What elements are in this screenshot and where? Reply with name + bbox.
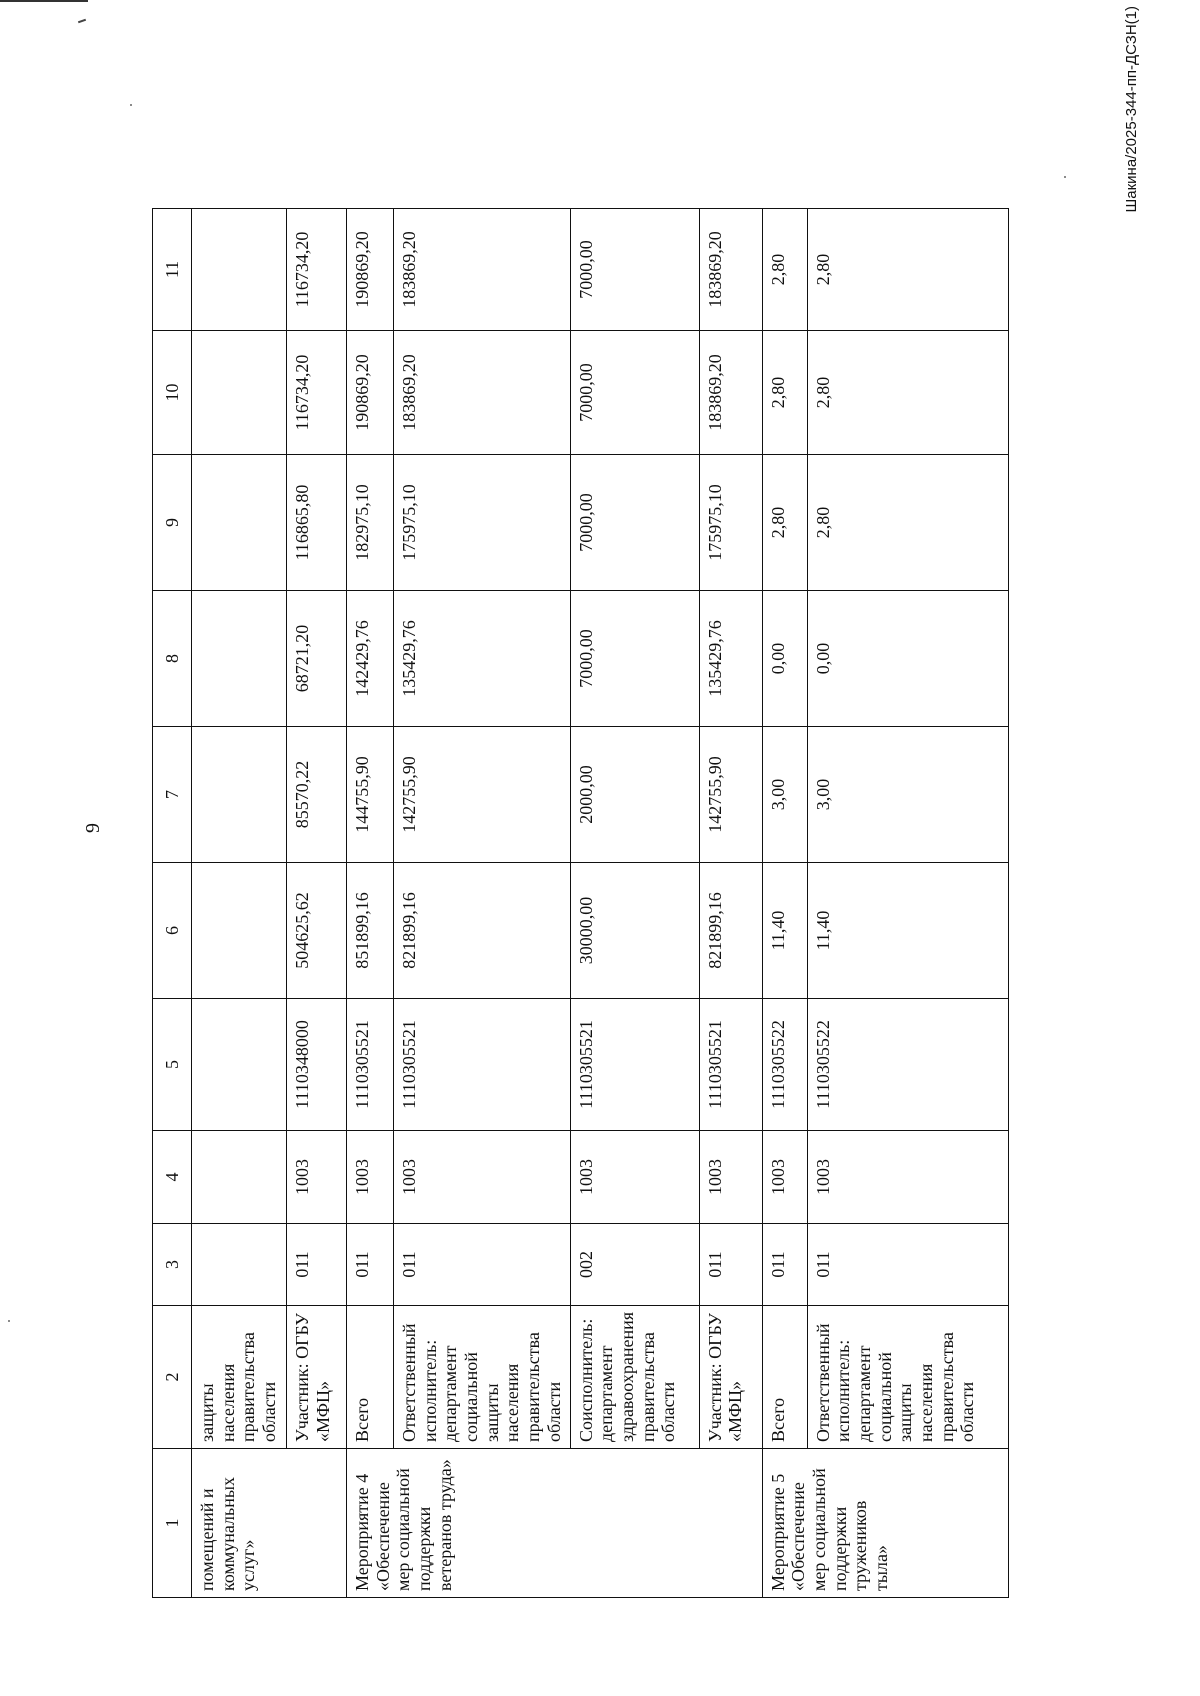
column-header: 10 [153,330,192,454]
executor-cell: Участник: ОГБУ «МФЦ» [699,1305,762,1448]
table-row [807,208,1008,1597]
column-header: 11 [153,208,192,330]
table-cell [192,590,287,726]
table-cell: 011 [699,1223,762,1305]
table-cell: 0,00 [807,590,1008,726]
table-cell: 011 [287,1223,347,1305]
table-cell: 7000,00 [570,208,699,330]
table-cell: 2,80 [762,208,807,330]
table-cell: 7000,00 [570,590,699,726]
column-header: 4 [153,1130,192,1223]
table-cell: 116734,20 [287,208,347,330]
table-cell: 1110305521 [394,998,571,1130]
table-row [347,208,394,1597]
table-cell [192,1223,287,1305]
column-header: 1 [153,1449,192,1598]
table-cell [192,998,287,1130]
table-cell: 011 [394,1223,571,1305]
table-cell [192,726,287,862]
table-row [192,208,287,1597]
table-cell: 2,80 [807,330,1008,454]
table-cell: 002 [570,1223,699,1305]
table-cell: 3,00 [807,726,1008,862]
table-cell: 1110348000 [287,998,347,1130]
table-cell: 135429,76 [699,590,762,726]
table-cell: 68721,20 [287,590,347,726]
table-cell: 7000,00 [570,454,699,590]
table-cell: 11,40 [807,862,1008,998]
column-header: 3 [153,1223,192,1305]
table-cell: 183869,20 [699,330,762,454]
executor-cell: Всего [762,1305,807,1448]
table-cell: 2,80 [762,454,807,590]
column-header: 2 [153,1305,192,1448]
table-cell: 183869,20 [699,208,762,330]
table-cell: 142755,90 [699,726,762,862]
executor-cell: Участник: ОГБУ «МФЦ» [287,1305,347,1448]
document-code: Шакина/2025-344-пп-ДСЗН(1) [1123,6,1140,213]
table-cell: 1110305521 [570,998,699,1130]
table-cell: 183869,20 [394,330,571,454]
column-header: 7 [153,726,192,862]
measure-name-cell: Мероприятие 4 «Обеспечение мер социальной поддержки ветеранов труда» [347,1449,763,1598]
table-cell: 30000,00 [570,862,699,998]
table-cell: 2000,00 [570,726,699,862]
table-row [570,208,699,1597]
table-cell: 144755,90 [347,726,394,862]
table-cell: 2,80 [762,330,807,454]
table-cell: 821899,16 [394,862,571,998]
table-cell: 1003 [762,1130,807,1223]
table-cell: 1003 [807,1130,1008,1223]
table-cell [192,862,287,998]
executor-cell: Всего [347,1305,394,1448]
table-cell: 85570,22 [287,726,347,862]
executor-cell: Ответственный исполнитель: департамент социальной защиты населения правительства области [394,1305,571,1448]
executor-cell: Соисполнитель: департамент здравоохранения правительства области [570,1305,699,1448]
table-cell: 175975,10 [394,454,571,590]
executor-cell: защиты населения правительства области [192,1305,287,1448]
table-cell: 1003 [347,1130,394,1223]
table-header-row [153,208,192,1597]
table-cell: 183869,20 [394,208,571,330]
column-header: 9 [153,454,192,590]
table-cell: 190869,20 [347,330,394,454]
table-cell: 116734,20 [287,330,347,454]
measure-name-cell: Мероприятие 5 «Обеспечение мер социальной поддержки тружеников тыла» [762,1449,1008,1598]
table-row [762,208,807,1597]
table-cell: 1110305521 [347,998,394,1130]
measure-name-cell: помещений и коммунальных услуг» [192,1449,347,1598]
table-cell: 504625,62 [287,862,347,998]
table-cell: 1110305522 [807,998,1008,1130]
budget-table [152,208,1009,1598]
table-row [287,208,347,1597]
table-cell [192,1130,287,1223]
table-cell: 190869,20 [347,208,394,330]
column-header: 8 [153,590,192,726]
table-cell [192,454,287,590]
table-cell: 116865,80 [287,454,347,590]
table-cell: 1003 [570,1130,699,1223]
table-cell: 1003 [394,1130,571,1223]
table-cell: 11,40 [762,862,807,998]
table-cell: 1003 [699,1130,762,1223]
table-cell: 1110305521 [699,998,762,1130]
table-cell: 011 [807,1223,1008,1305]
table-cell: 2,80 [807,208,1008,330]
table-cell: 142755,90 [394,726,571,862]
table-cell: 851899,16 [347,862,394,998]
table-cell: 175975,10 [699,454,762,590]
table-cell: 2,80 [807,454,1008,590]
table-cell: 821899,16 [699,862,762,998]
table-cell: 1110305522 [762,998,807,1130]
table-row [699,208,762,1597]
table-cell: 7000,00 [570,330,699,454]
column-header: 6 [153,862,192,998]
table-cell: 011 [347,1223,394,1305]
column-header: 5 [153,998,192,1130]
table-cell: 142429,76 [347,590,394,726]
table-cell: 3,00 [762,726,807,862]
executor-cell: Ответственный исполнитель: департамент социальной защиты населения правительства области [807,1305,1008,1448]
table-cell: 1003 [287,1130,347,1223]
page-number: 9 [82,823,104,833]
table-row [394,208,571,1597]
table-cell: 135429,76 [394,590,571,726]
table-cell: 011 [762,1223,807,1305]
table-cell: 182975,10 [347,454,394,590]
table-cell [192,330,287,454]
table-cell [192,208,287,330]
table-cell: 0,00 [762,590,807,726]
